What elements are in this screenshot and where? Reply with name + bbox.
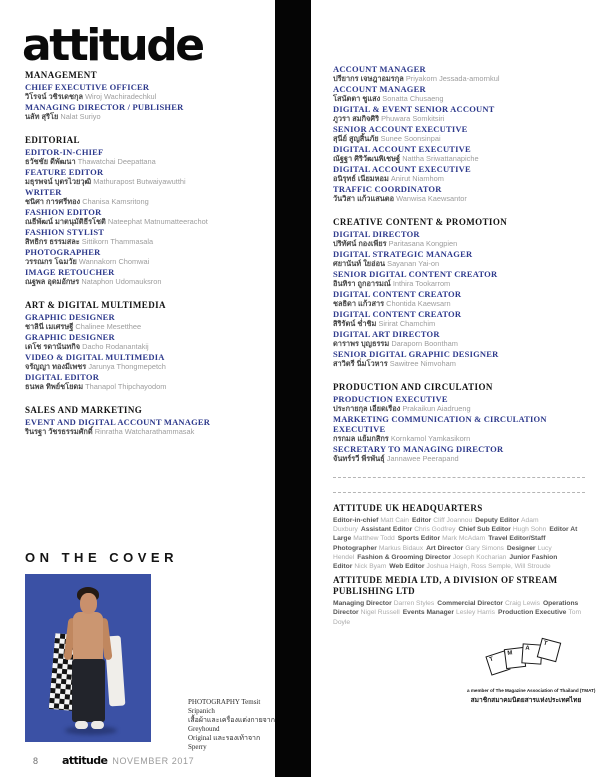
staff-name-roman: Jarunya Thongmepetch bbox=[88, 362, 166, 371]
role-title: PHOTOGRAPHER bbox=[25, 247, 101, 257]
staff-entry bbox=[25, 82, 267, 102]
staff-name bbox=[333, 194, 585, 204]
staff-name-roman: Sunee Soonsinpai bbox=[380, 134, 441, 143]
uk-role-label: Operations Director bbox=[333, 600, 579, 617]
uk-role-label: Junior Fashion Editor bbox=[333, 553, 558, 571]
caption-line: PHOTOGRAPHY Temsit Sripanich bbox=[188, 698, 261, 715]
staff-name-roman: Daraporn Boontham bbox=[391, 339, 458, 348]
caption-line: Original และรองเท้าจาก Sperry bbox=[188, 734, 261, 751]
staff-name-thai: ธนพล ทิพย์ชโยดม bbox=[25, 382, 84, 391]
model-shoe-right bbox=[91, 721, 104, 729]
role-title: CHIEF EXECUTIVE OFFICER bbox=[25, 82, 150, 92]
staff-name-roman: Chontida Kaewsarn bbox=[386, 299, 451, 308]
role-title: DIGITAL DIRECTOR bbox=[333, 229, 420, 239]
uk-role-label: Sports Editor bbox=[397, 535, 441, 543]
role-title: DIGITAL CONTENT CREATOR bbox=[333, 309, 462, 319]
uk-staff-name: Darren Styles bbox=[393, 600, 435, 608]
staff-name-thai: สิทธิกร ธรรมสละ bbox=[25, 237, 80, 246]
staff-name bbox=[333, 154, 585, 164]
role-title: ACCOUNT MANAGER bbox=[333, 64, 426, 74]
uk-hq-staff bbox=[333, 516, 585, 571]
role-title: IMAGE RETOUCHER bbox=[25, 267, 115, 277]
masthead-section bbox=[25, 300, 267, 392]
staff-name-thai: โสนัตตา ชูแสง bbox=[333, 94, 381, 103]
uk-staff-entry bbox=[398, 535, 485, 542]
uk-staff-name: Nick Byam bbox=[354, 563, 387, 571]
staff-name bbox=[25, 177, 267, 187]
staff-name-roman: Wannakorn Chomwai bbox=[78, 257, 150, 266]
staff-entry bbox=[25, 167, 267, 187]
model-torso bbox=[73, 612, 103, 662]
uk-role-label: Commercial Director bbox=[437, 600, 504, 608]
tmat-letter: T bbox=[488, 656, 495, 664]
caption-line: เสื้อผ้าและเครื่องแต่งกายจาก Greyhound bbox=[188, 716, 275, 733]
staff-entry bbox=[333, 394, 585, 414]
staff-name-roman: Jannawee Peerapand bbox=[386, 454, 459, 463]
uk-staff-name: Mark McAdam bbox=[442, 535, 486, 543]
staff-name bbox=[333, 94, 585, 104]
staff-name bbox=[333, 319, 585, 329]
staff-name bbox=[25, 197, 267, 207]
staff-name-thai: ณัฐฐา ศิริวัฒนพิเชษฐ์ bbox=[333, 154, 401, 163]
staff-name bbox=[333, 239, 585, 249]
left-column bbox=[25, 70, 267, 450]
staff-name-roman: Sayanan Yai-on bbox=[387, 259, 440, 268]
publisher-info-block bbox=[333, 477, 585, 485]
staff-name bbox=[333, 434, 585, 444]
uk-role-label: Fashion & Grooming Director bbox=[357, 553, 451, 561]
staff-name-thai: ณฐพล อุดมอักษร bbox=[25, 277, 80, 286]
model-pants bbox=[72, 659, 105, 722]
tmat-logo bbox=[467, 639, 596, 705]
staff-name bbox=[333, 299, 585, 309]
section-title: CREATIVE CONTENT & PROMOTION bbox=[333, 217, 508, 227]
uk-staff-name: Craig Lewis bbox=[505, 600, 540, 608]
staff-entry bbox=[25, 332, 267, 352]
uk-staff-entry bbox=[437, 600, 540, 607]
section-title: PRODUCTION AND CIRCULATION bbox=[333, 382, 493, 392]
uk-staff-name: Lesley Harris bbox=[455, 609, 496, 617]
staff-entry bbox=[333, 249, 585, 269]
staff-entry bbox=[25, 207, 267, 227]
uk-staff-name: Nigel Russell bbox=[360, 609, 400, 617]
staff-name-thai: ชนิศา การศรีทอง bbox=[25, 197, 81, 206]
uk-staff-name: Joshua Haigh, Ross Semple, Will Stroude bbox=[426, 563, 551, 571]
section-entries bbox=[333, 229, 585, 369]
uk-role-label: Assistant Editor bbox=[360, 526, 413, 534]
role-title: SENIOR DIGITAL CONTENT CREATOR bbox=[333, 269, 498, 279]
staff-entry bbox=[25, 267, 267, 287]
staff-entry bbox=[25, 372, 267, 392]
staff-name bbox=[333, 339, 585, 349]
staff-entry bbox=[333, 164, 585, 184]
staff-name-roman: Priyakorn Jessada-amornkul bbox=[405, 74, 500, 83]
staff-name bbox=[333, 174, 585, 184]
role-title: EVENT AND DIGITAL ACCOUNT MANAGER bbox=[25, 417, 211, 427]
uk-headquarters-block bbox=[333, 492, 585, 627]
attitude-logo: attitude bbox=[22, 20, 203, 71]
staff-entry bbox=[25, 417, 267, 437]
masthead-section bbox=[333, 217, 585, 369]
tmat-letter: A bbox=[525, 645, 530, 652]
staff-name bbox=[25, 237, 267, 247]
staff-name bbox=[333, 114, 585, 124]
uk-role-label: Deputy Editor bbox=[475, 517, 520, 524]
staff-name-thai: ปริทัศน์ กองเพียร bbox=[333, 239, 387, 248]
staff-name-thai: สาวิตรี นิ่มโวหาร bbox=[333, 359, 388, 368]
staff-name bbox=[25, 382, 267, 392]
uk-staff-name: Chris Godfrey bbox=[414, 526, 456, 534]
staff-name-roman: Anirut Niamhom bbox=[390, 174, 444, 183]
section-entries bbox=[25, 312, 267, 392]
uk-staff-name: Matt Cain bbox=[380, 517, 409, 524]
staff-entry bbox=[333, 64, 585, 84]
staff-name-thai: อนิรุทธ์ เนียมหอม bbox=[333, 174, 389, 183]
staff-name-roman: Kornkamol Yamkasikorn bbox=[390, 434, 471, 443]
uk-staff-name: Hugh Sohn bbox=[512, 526, 547, 534]
staff-name bbox=[333, 359, 585, 369]
uk-staff-name: Matthew Todd bbox=[353, 535, 395, 543]
staff-name-thai: ชาลินี เมเศรษฐี bbox=[25, 322, 74, 331]
staff-entry bbox=[333, 444, 585, 464]
footer-issue: NOVEMBER 2017 bbox=[112, 756, 195, 766]
staff-name-roman: Sirirat Chamchim bbox=[378, 319, 436, 328]
staff-entry bbox=[333, 229, 585, 249]
staff-name-roman: Nattha Sriwattanapiche bbox=[402, 154, 479, 163]
staff-entry bbox=[333, 184, 585, 204]
masthead-section bbox=[25, 405, 267, 437]
staff-name bbox=[25, 362, 267, 372]
model-head bbox=[80, 593, 97, 614]
section-entries bbox=[25, 417, 267, 437]
uk-staff-entry bbox=[333, 517, 409, 524]
staff-name bbox=[25, 342, 267, 352]
staff-name-roman: Sawitree Nimvoham bbox=[389, 359, 456, 368]
staff-name bbox=[333, 454, 585, 464]
role-title: GRAPHIC DESIGNER bbox=[25, 312, 115, 322]
role-title: SECRETARY TO MANAGING DIRECTOR bbox=[333, 444, 504, 454]
uk-role-label: Editor-in-chief bbox=[333, 517, 379, 524]
staff-entry bbox=[333, 104, 585, 124]
staff-name-thai: อินทิรา ถูกอารมณ์ bbox=[333, 279, 391, 288]
masthead-section bbox=[25, 70, 267, 122]
section-entries bbox=[333, 64, 585, 204]
staff-entry bbox=[25, 102, 267, 122]
staff-name bbox=[25, 217, 267, 227]
tmat-squares-icon bbox=[484, 639, 568, 685]
staff-name-thai: กรกมล แย้มกสิกร bbox=[333, 434, 389, 443]
uk-staff-name: Adam Duxbury bbox=[333, 517, 539, 534]
staff-name bbox=[25, 257, 267, 267]
section-title: EDITORIAL bbox=[25, 135, 80, 145]
staff-entry bbox=[25, 312, 267, 332]
uk-role-label: Managing Director bbox=[333, 600, 392, 608]
staff-entry bbox=[25, 187, 267, 207]
section-title: SALES AND MARKETING bbox=[25, 405, 143, 415]
role-title: DIGITAL & EVENT SENIOR ACCOUNT bbox=[333, 104, 495, 114]
uk-staff-name: Joseph Kocharian bbox=[452, 553, 507, 561]
tmat-letter: M bbox=[507, 650, 513, 657]
masthead-section bbox=[25, 135, 267, 287]
uk-staff-entry bbox=[361, 526, 456, 533]
uk-staff-entry bbox=[426, 545, 504, 552]
staff-entry bbox=[333, 329, 585, 349]
staff-name-thai: ชลธิดา แก้วสาร bbox=[333, 299, 385, 308]
staff-entry bbox=[25, 352, 267, 372]
staff-name-thai: นลัท สุริโย bbox=[25, 112, 59, 121]
vertical-divider-bar bbox=[275, 0, 311, 777]
staff-name bbox=[25, 427, 267, 437]
uk-role-label: Events Manager bbox=[402, 609, 454, 617]
role-title: DIGITAL STRATEGIC MANAGER bbox=[333, 249, 473, 259]
staff-name-roman: Nataphon Udomauksron bbox=[81, 277, 162, 286]
staff-name-thai: ภูวรา สมกิจศิริ bbox=[333, 114, 380, 123]
media-ltd-title: ATTITUDE MEDIA LTD, A DIVISION OF STREAM PUBLISHING LTD bbox=[333, 575, 558, 597]
right-column-sections bbox=[333, 64, 585, 464]
staff-entry bbox=[333, 309, 585, 329]
cover-heading: ON THE COVER bbox=[25, 550, 178, 565]
staff-name-roman: Prakaikun Aiadrueng bbox=[402, 404, 471, 413]
uk-staff-entry bbox=[403, 609, 495, 616]
staff-name-roman: Wanwisa Kaewsantor bbox=[396, 194, 467, 203]
section-title: MANAGEMENT bbox=[25, 70, 97, 80]
tmat-letter: T bbox=[542, 640, 548, 648]
staff-name-thai: สุนีย์ สูญสิ้นภัย bbox=[333, 134, 379, 143]
role-title: MARKETING COMMUNICATION & CIRCULATION EXECUTIVE bbox=[333, 414, 547, 434]
staff-entry bbox=[333, 124, 585, 144]
staff-name-roman: Paritasana Kongpien bbox=[388, 239, 458, 248]
staff-name-thai: ณธีพัฒน์ มาตนุมัติธีรโชติ bbox=[25, 217, 106, 226]
staff-name bbox=[25, 277, 267, 287]
role-title: MANAGING DIRECTOR / PUBLISHER bbox=[25, 102, 184, 112]
staff-name bbox=[25, 92, 267, 102]
staff-name-roman: Thanapol Thipchayodom bbox=[85, 382, 167, 391]
staff-entry bbox=[333, 144, 585, 164]
uk-staff-entry bbox=[333, 600, 434, 607]
role-title: DIGITAL ART DIRECTOR bbox=[333, 329, 440, 339]
uk-role-label: Designer bbox=[506, 544, 536, 552]
published-by-text bbox=[333, 639, 461, 653]
staff-name bbox=[25, 112, 267, 122]
staff-name-roman: Nateephat Matnumatteerachot bbox=[107, 217, 208, 226]
uk-staff-name: Cliff Joannou bbox=[433, 517, 473, 524]
role-title: EDITOR-IN-CHIEF bbox=[25, 147, 104, 157]
role-title: DIGITAL ACCOUNT EXECUTIVE bbox=[333, 144, 471, 154]
masthead-section bbox=[333, 64, 585, 204]
staff-name bbox=[333, 74, 585, 84]
section-entries bbox=[25, 82, 267, 122]
role-title: SENIOR DIGITAL GRAPHIC DESIGNER bbox=[333, 349, 499, 359]
staff-entry bbox=[333, 349, 585, 369]
masthead-section bbox=[333, 382, 585, 464]
staff-entry bbox=[25, 147, 267, 167]
staff-name-thai: เดโช รดานันทกิจ bbox=[25, 342, 81, 351]
staff-name-thai: วรรณกร โฉมวัย bbox=[25, 257, 77, 266]
staff-name-roman: Chanisa Kamsritong bbox=[82, 197, 149, 206]
uk-staff-name: Lucy Hendel bbox=[333, 544, 552, 561]
staff-name bbox=[333, 259, 585, 269]
section-entries bbox=[25, 147, 267, 287]
cover-caption bbox=[188, 698, 278, 752]
uk-staff-entry bbox=[389, 563, 550, 570]
uk-staff-entry bbox=[412, 517, 472, 524]
role-title: FEATURE EDITOR bbox=[25, 167, 104, 177]
role-title: VIDEO & DIGITAL MULTIMEDIA bbox=[25, 352, 165, 362]
page-footer bbox=[33, 754, 194, 767]
staff-name-thai: มธุรพจน์ บุตรไวยวุฒิ bbox=[25, 177, 92, 186]
uk-role-label: Travel Editor/Staff Photographer bbox=[333, 535, 546, 552]
section-entries bbox=[333, 394, 585, 464]
uk-staff-name: Markus Bidaux bbox=[378, 544, 424, 552]
role-title: DIGITAL ACCOUNT EXECUTIVE bbox=[333, 164, 471, 174]
media-ltd-staff bbox=[333, 599, 585, 627]
uk-role-label: Art Director bbox=[426, 544, 464, 552]
role-title: PRODUCTION EXECUTIVE bbox=[333, 394, 448, 404]
uk-role-label: Production Executive bbox=[498, 609, 567, 617]
staff-name-roman: Inthira Tookarrom bbox=[392, 279, 451, 288]
uk-staff-name: Gary Simons bbox=[465, 544, 504, 552]
staff-name-roman: Wiroj Wachiradechkul bbox=[85, 92, 157, 101]
staff-name-thai: ธวัชชัย ดีพัฒนา bbox=[25, 157, 76, 166]
section-title: ART & DIGITAL MULTIMEDIA bbox=[25, 300, 166, 310]
uk-hq-title: ATTITUDE UK HEADQUARTERS bbox=[333, 503, 483, 513]
staff-name bbox=[25, 157, 267, 167]
role-title: WRITER bbox=[25, 187, 62, 197]
staff-name-thai: วิโรจน์ วชิรเดชกุล bbox=[25, 92, 84, 101]
role-title: FASHION STYLIST bbox=[25, 227, 105, 237]
right-column bbox=[333, 64, 596, 705]
staff-name-roman: Sittikorn Thammasala bbox=[81, 237, 154, 246]
staff-name-thai: จรัญญา ทองมีเพชร bbox=[25, 362, 87, 371]
staff-name bbox=[333, 279, 585, 289]
role-title: DIGITAL CONTENT CREATOR bbox=[333, 289, 462, 299]
uk-role-label: Editor bbox=[411, 517, 432, 524]
staff-entry bbox=[333, 84, 585, 104]
uk-role-label: Web Editor bbox=[389, 563, 425, 571]
uk-staff-name: Tom Doyle bbox=[333, 609, 582, 626]
staff-entry bbox=[25, 227, 267, 247]
uk-staff-entry bbox=[458, 526, 546, 533]
role-title: FASHION EDITOR bbox=[25, 207, 102, 217]
cover-photo bbox=[25, 574, 151, 742]
staff-name-thai: วันวิสา แก้วแสนตอ bbox=[333, 194, 395, 203]
staff-entry bbox=[25, 247, 267, 267]
uk-role-label: Chief Sub Editor bbox=[458, 526, 511, 534]
staff-entry bbox=[333, 269, 585, 289]
model-shoe-left bbox=[75, 721, 88, 729]
staff-entry bbox=[333, 414, 585, 444]
role-title: SENIOR ACCOUNT EXECUTIVE bbox=[333, 124, 468, 134]
staff-name-thai: รินรฐา วัชรธรรมศักดิ์ bbox=[25, 427, 93, 436]
role-title: TRAFFIC COORDINATOR bbox=[333, 184, 442, 194]
uk-role-label: Editor At Large bbox=[333, 526, 578, 543]
tmat-caption-en: a member of The Magazine Association of Thailand (TMAT) bbox=[467, 687, 596, 693]
staff-name bbox=[333, 404, 585, 414]
staff-name-thai: สิริรัตน์ ช่ำชิม bbox=[333, 319, 377, 328]
staff-name-thai: ศยานันท์ ใยอ่อน bbox=[333, 259, 386, 268]
staff-name bbox=[25, 322, 267, 332]
staff-name-roman: Mathurapost Butwaiyawutthi bbox=[93, 177, 186, 186]
staff-name-roman: Sonatta Chusaeng bbox=[382, 94, 444, 103]
staff-entry bbox=[333, 289, 585, 309]
published-by-row bbox=[333, 639, 596, 705]
staff-name-roman: Dacho Rodanantakij bbox=[82, 342, 149, 351]
staff-name-thai: ดาราพร บุญธรรม bbox=[333, 339, 390, 348]
tmat-caption-th: สมาชิกสมาคมนิตยสารแห่งประเทศไทย bbox=[470, 696, 582, 704]
staff-name-roman: Rinratha Watcharathammasak bbox=[94, 427, 195, 436]
staff-name-roman: Nalat Suriyo bbox=[60, 112, 101, 121]
uk-staff-entry bbox=[357, 554, 506, 561]
staff-name-roman: Chalinee Mesetthee bbox=[75, 322, 142, 331]
page-number: 8 bbox=[33, 756, 39, 766]
role-title: GRAPHIC DESIGNER bbox=[25, 332, 115, 342]
staff-name bbox=[333, 134, 585, 144]
role-title: ACCOUNT MANAGER bbox=[333, 84, 426, 94]
staff-name-thai: จันทร์รวี พีรพันธุ์ bbox=[333, 454, 385, 463]
staff-name-roman: Phuwara Somkitsiri bbox=[381, 114, 445, 123]
staff-name-thai: ปรียากร เจษฎาอมรกุล bbox=[333, 74, 404, 83]
role-title: DIGITAL EDITOR bbox=[25, 372, 100, 382]
staff-name-roman: Thawatchai Deepattana bbox=[77, 157, 156, 166]
footer-brand: attitude bbox=[62, 754, 108, 767]
staff-name-thai: ประกายกุล เอียดเรือง bbox=[333, 404, 401, 413]
on-the-cover-section bbox=[25, 550, 275, 751]
